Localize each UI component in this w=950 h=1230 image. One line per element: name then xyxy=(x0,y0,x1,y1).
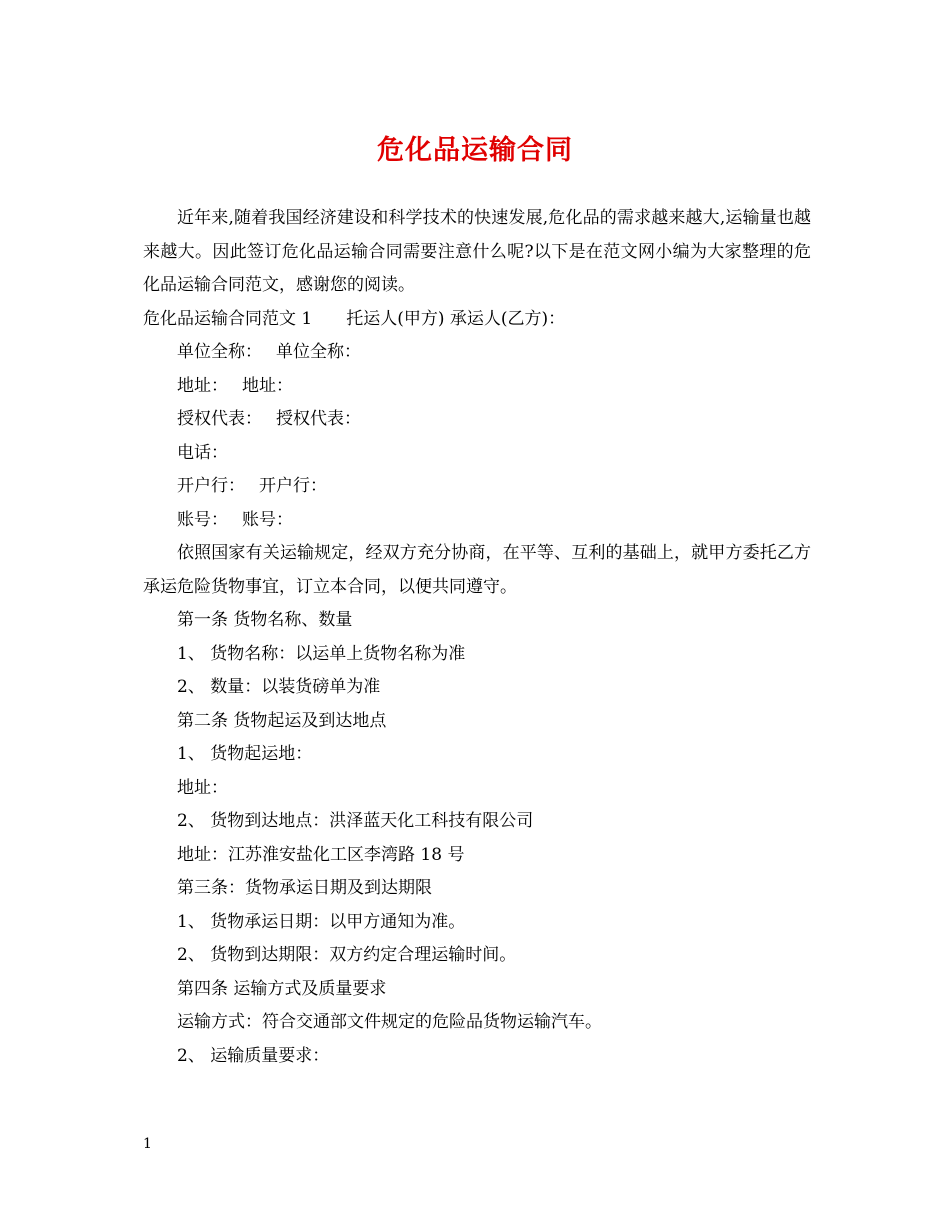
field-row xyxy=(143,437,811,471)
field-label-a: 电话： xyxy=(177,442,228,463)
document-body xyxy=(143,202,811,1073)
field-label-b: 授权代表： xyxy=(276,409,361,429)
page-number: 1 xyxy=(143,1136,152,1152)
preamble-paragraph: 依照国家有关运输规定，经双方充分协商，在平等、互利的基础上，就甲方委托乙方承运危险货物事宜，订立本合同，以便共同遵守。 xyxy=(143,543,811,597)
field-row xyxy=(143,504,811,538)
field-label-b: 地址： xyxy=(242,375,293,396)
field-label-a: 单位全称： xyxy=(177,342,262,362)
field-row xyxy=(143,370,811,404)
clause-line: 第一条 货物名称、数量 xyxy=(177,610,353,630)
clause-line: 2、 货物到达期限：双方约定合理运输时间。 xyxy=(177,945,517,965)
parties-line: 托运人(甲方) 承运人(乙方)： xyxy=(346,308,566,329)
field-label-b: 开户行： xyxy=(259,476,327,496)
clause-line: 第三条：货物承运日期及到达期限 xyxy=(177,878,432,898)
field-label-b: 单位全称： xyxy=(276,342,361,362)
clause-line: 第四条 运输方式及质量要求 xyxy=(177,978,387,999)
clause-line: 2、 货物到达地点：洪泽蓝天化工科技有限公司 xyxy=(177,811,534,831)
field-label-a: 地址： xyxy=(177,375,228,396)
field-row xyxy=(143,470,811,504)
field-row xyxy=(143,403,811,437)
field-label-b: 账号： xyxy=(242,509,293,530)
clause-line: 1、 货物名称：以运单上货物名称为准 xyxy=(177,643,466,664)
clause-line: 地址： xyxy=(177,777,228,798)
intro-paragraph: 近年来,随着我国经济建设和科学技术的快速发展,危化品的需求越来越大,运输量也越来越大。因此签订危化品运输合同需要注意什么呢?以下是在范文网小编为大家整理的危化品运输合同范文，感谢您的阅读。 xyxy=(143,208,811,295)
clause-line: 第二条 货物起运及到达地点 xyxy=(177,710,387,731)
clause-line: 地址：江苏淮安盐化工区李湾路 18 号 xyxy=(177,844,465,865)
clause-line: 1、 货物起运地： xyxy=(177,744,313,764)
field-label-a: 账号： xyxy=(177,509,228,530)
clause-line: 1、 货物承运日期：以甲方通知为准。 xyxy=(177,911,466,932)
clause-line: 运输方式：符合交通部文件规定的危险品货物运输汽车。 xyxy=(177,1012,602,1032)
sample-heading: 危化品运输合同范文 1 xyxy=(143,308,313,329)
document-title: 危化品运输合同 xyxy=(377,135,573,166)
clause-line: 2、 数量：以装货磅单为准 xyxy=(177,677,381,697)
sample-heading-line xyxy=(143,303,811,337)
field-label-a: 开户行： xyxy=(177,476,245,496)
clause-line: 2、 运输质量要求： xyxy=(177,1045,330,1066)
field-row xyxy=(143,336,811,370)
field-label-a: 授权代表： xyxy=(177,409,262,429)
